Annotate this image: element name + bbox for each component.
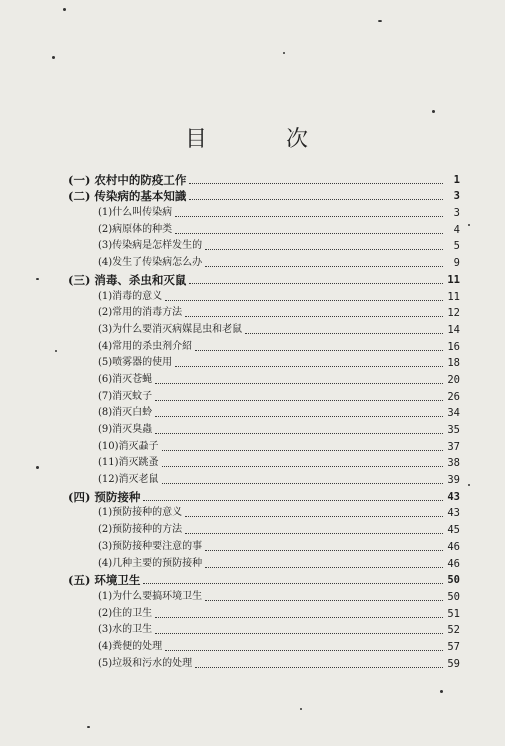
toc-subsection-entry <box>68 637 460 654</box>
dot-leader <box>189 169 443 184</box>
toc-entry-label: (6)消灭苍蝇 <box>98 373 153 385</box>
toc-subsection-entry <box>68 304 460 321</box>
dot-leader <box>195 336 443 351</box>
toc-subsection-entry <box>68 354 460 371</box>
dot-leader <box>205 586 443 601</box>
toc-page-number: 12 <box>447 307 460 320</box>
dot-leader <box>165 286 443 301</box>
toc-page-number: 20 <box>447 373 460 386</box>
toc-page-number: 5 <box>453 240 460 253</box>
dot-leader <box>245 319 443 334</box>
toc-entry-label: (4)几种主要的预防接种 <box>98 557 203 569</box>
toc-subsection-entry <box>68 654 460 671</box>
toc-entry-label: (一) 农村中的防疫工作 <box>68 172 187 187</box>
toc-entry-label: (9)消灭臭蟲 <box>98 424 153 435</box>
dot-leader <box>205 553 443 568</box>
toc-page-number: 3 <box>453 190 460 203</box>
toc-page-number: 9 <box>453 257 460 270</box>
toc-page-number: 39 <box>447 474 460 487</box>
toc-page-number: 51 <box>447 607 460 620</box>
paper-speck <box>378 20 382 22</box>
toc-entry-label: (五) 环境卫生 <box>68 573 141 588</box>
toc-entry-label: (4)常用的杀虫剂介紹 <box>98 340 193 352</box>
paper-speck <box>87 726 90 728</box>
toc-subsection-entry <box>68 587 460 604</box>
toc-entry-label: (11)消灭跳蚤 <box>98 457 159 469</box>
toc-page-number: 11 <box>447 290 460 303</box>
toc-entry-label: (5)喷雾器的使用 <box>98 357 173 369</box>
toc-subsection-entry <box>68 253 460 270</box>
toc-page-number: 57 <box>447 640 460 653</box>
paper-speck <box>283 52 285 54</box>
toc-page-number: 46 <box>447 540 460 553</box>
toc-section-entry <box>68 487 460 504</box>
toc-subsection-entry <box>68 470 460 487</box>
toc-entry-label: (3)为什么要消灭病媒昆虫和老鼠 <box>98 323 243 335</box>
toc-subsection-entry <box>68 520 460 537</box>
paper-speck <box>36 466 39 469</box>
dot-leader <box>162 469 443 484</box>
paper-speck <box>63 8 66 11</box>
toc-page-number: 50 <box>447 590 460 603</box>
toc-entry-label: (12)消灭老鼠 <box>98 474 159 486</box>
toc-page-number: 26 <box>447 390 460 403</box>
toc-page-number: 43 <box>447 507 460 520</box>
toc-entry-label: (1)什么叫传染病 <box>98 207 173 219</box>
paper-speck <box>300 708 302 710</box>
toc-subsection-entry <box>68 337 460 354</box>
dot-leader <box>205 235 443 250</box>
toc-entry-label: (3)传染病是怎样发生的 <box>98 240 203 252</box>
toc-page-number: 35 <box>447 424 460 436</box>
dot-leader <box>189 269 443 284</box>
paper-speck <box>36 278 39 280</box>
toc-subsection-entry <box>68 370 460 387</box>
toc-entry-label: (四) 预防接种 <box>68 489 141 504</box>
paper-speck <box>55 350 57 352</box>
toc-subsection-entry <box>68 320 460 337</box>
dot-leader <box>162 452 443 467</box>
toc-page-number: 18 <box>447 357 460 370</box>
toc-subsection-entry <box>68 404 460 421</box>
dot-leader <box>155 369 443 384</box>
toc-page-number: 3 <box>453 207 460 220</box>
toc-subsection-entry <box>68 437 460 454</box>
toc-entry-label: (4)粪便的处理 <box>98 640 163 652</box>
toc-subsection-entry <box>68 604 460 621</box>
toc-page-number: 37 <box>447 440 460 453</box>
toc-page-number: 50 <box>447 574 460 587</box>
dot-leader <box>155 402 443 417</box>
table-of-contents <box>68 170 460 671</box>
toc-entry-label: (2)住的卫生 <box>98 607 153 619</box>
dot-leader <box>195 653 443 668</box>
dot-leader <box>175 352 443 367</box>
toc-page-number: 16 <box>447 340 460 353</box>
toc-entry-label: (3)水的卫生 <box>98 624 153 636</box>
toc-page-number: 34 <box>447 407 460 420</box>
dot-leader <box>155 619 443 634</box>
dot-leader <box>162 436 443 451</box>
dot-leader <box>155 419 443 434</box>
toc-entry-label: (1)预防接种的意义 <box>98 507 183 519</box>
toc-page-number: 11 <box>447 273 460 286</box>
toc-page-number: 43 <box>447 490 460 503</box>
toc-subsection-entry <box>68 621 460 638</box>
toc-entry-label: (2)常用的消毒方法 <box>98 307 183 319</box>
paper-speck <box>440 690 443 693</box>
toc-entry-label: (5)垃圾和污水的处理 <box>98 657 193 669</box>
toc-entry-label: (2)病原体的种类 <box>98 223 173 235</box>
toc-section-entry <box>68 170 460 187</box>
dot-leader <box>185 502 443 517</box>
toc-entry-label: (1)为什么要搞环境卫生 <box>98 590 203 602</box>
dot-leader <box>185 519 443 534</box>
toc-subsection-entry <box>68 203 460 220</box>
dot-leader <box>205 536 443 551</box>
toc-entry-label: (8)消灭白蛉 <box>98 407 153 419</box>
toc-subsection-entry <box>68 420 460 437</box>
toc-subsection-entry <box>68 554 460 571</box>
dot-leader <box>143 486 443 501</box>
toc-entry-label: (1)消毒的意义 <box>98 290 163 302</box>
dot-leader <box>155 603 443 618</box>
toc-page-number: 45 <box>447 524 460 537</box>
toc-page-number: 38 <box>447 457 460 470</box>
toc-page-number: 52 <box>447 624 460 637</box>
toc-entry-label: (4)发生了传染病怎么办 <box>98 257 203 269</box>
toc-subsection-entry <box>68 287 460 304</box>
toc-entry-label: (3)预防接种要注意的事 <box>98 540 203 552</box>
toc-page-number: 14 <box>447 323 460 336</box>
toc-subsection-entry <box>68 537 460 554</box>
toc-entry-label: (2)预防接种的方法 <box>98 524 183 536</box>
toc-section-entry <box>68 187 460 204</box>
toc-page-number: 46 <box>447 557 460 570</box>
toc-subsection-entry <box>68 220 460 237</box>
page-title: 目 次 <box>185 127 344 152</box>
toc-page-number: 1 <box>453 173 460 186</box>
dot-leader <box>175 219 443 234</box>
toc-subsection-entry <box>68 454 460 471</box>
toc-entry-label: (三) 消毒、杀虫和灭鼠 <box>68 272 187 287</box>
dot-leader <box>175 202 443 217</box>
toc-entry-label: (10)消灭蝨子 <box>98 440 159 452</box>
paper-speck <box>432 110 435 113</box>
dot-leader <box>155 386 443 401</box>
toc-section-entry <box>68 571 460 588</box>
toc-page-number: 4 <box>453 223 460 236</box>
toc-subsection-entry <box>68 387 460 404</box>
toc-entry-label: (7)消灭蚊子 <box>98 390 153 402</box>
dot-leader <box>205 252 443 267</box>
dot-leader <box>185 302 443 317</box>
toc-page-number: 59 <box>447 657 460 670</box>
toc-entry-label: (二) 传染病的基本知識 <box>68 189 187 204</box>
dot-leader <box>189 185 443 200</box>
paper-speck <box>468 224 470 226</box>
dot-leader <box>143 569 443 584</box>
paper-speck <box>52 56 55 59</box>
dot-leader <box>165 636 443 651</box>
toc-section-entry <box>68 270 460 287</box>
paper-speck <box>468 484 470 486</box>
toc-subsection-entry <box>68 237 460 254</box>
toc-subsection-entry <box>68 504 460 521</box>
